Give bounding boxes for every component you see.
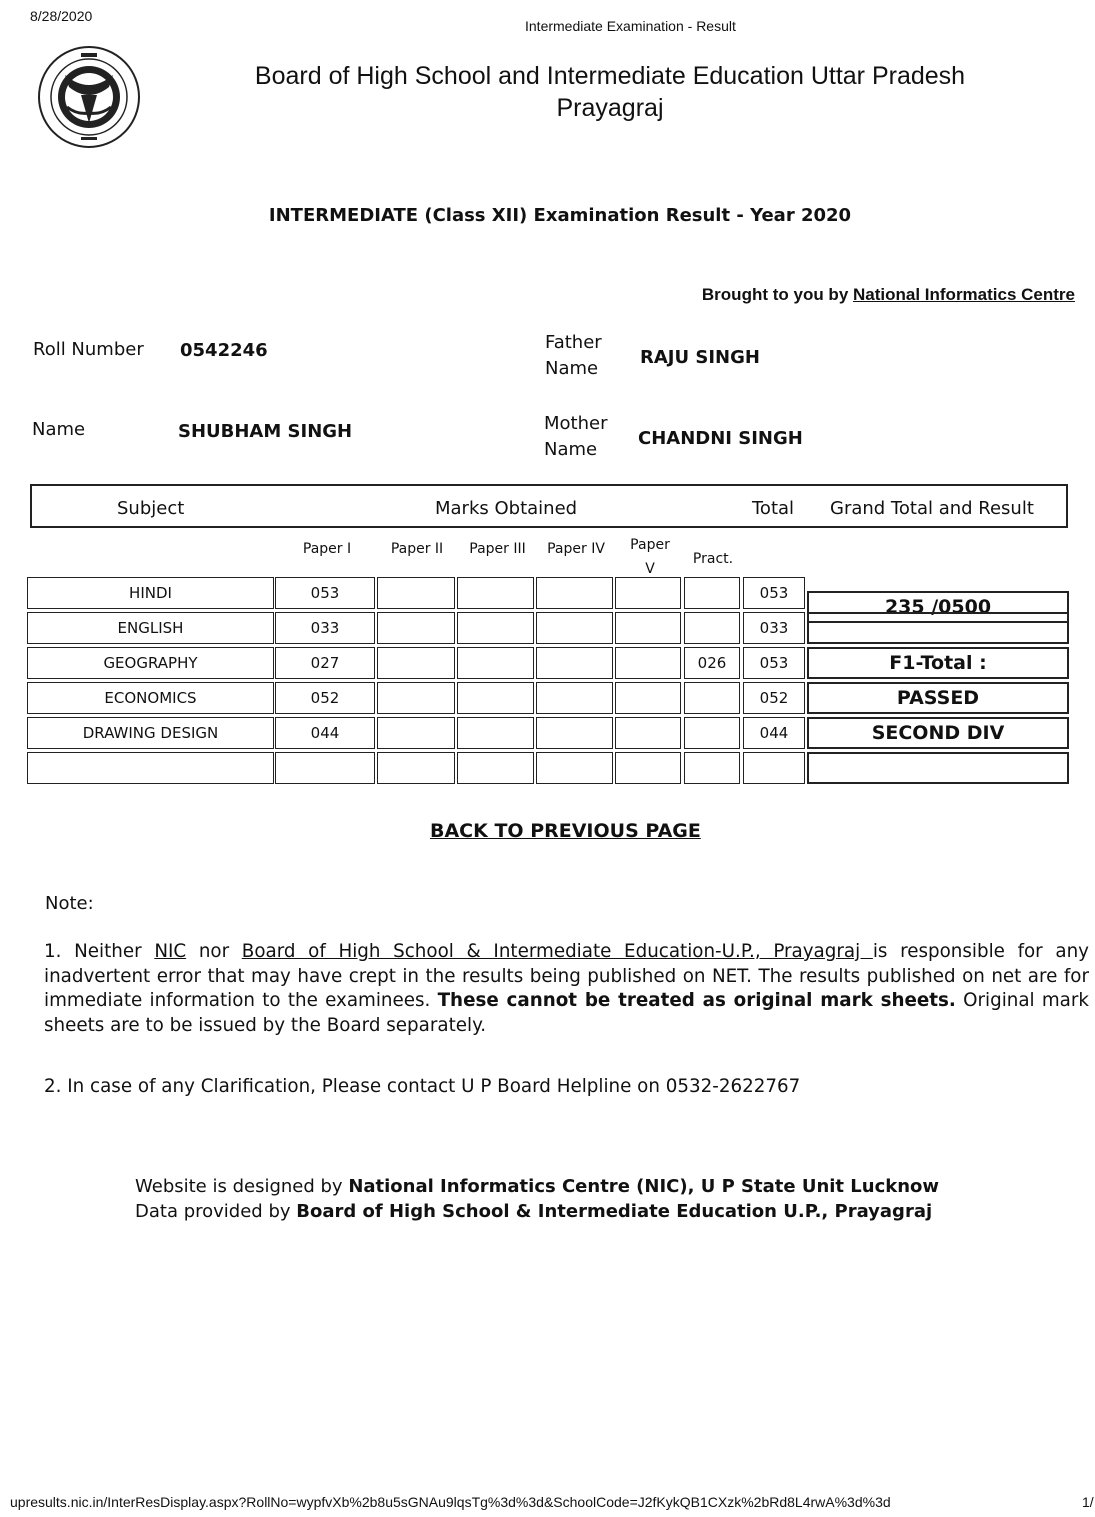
note-1-text-b: nor [186,941,242,962]
note-1 [44,940,1089,1038]
paper-4-cell [536,577,613,609]
subject-cell: ECONOMICS [27,682,274,714]
result-cell: 235 /0500 [807,591,1069,623]
total-header: Total [752,498,795,519]
total-cell [743,752,805,784]
father-name-value: RAJU SINGH [640,347,760,368]
name-value: SHUBHAM SINGH [178,421,353,442]
paper-5-header [620,533,680,581]
brought-by [702,285,1075,305]
result-cell: PASSED [807,682,1069,714]
paper-5-cell [615,612,681,644]
subject-cell: DRAWING DESIGN [27,717,274,749]
paper-4-cell [536,717,613,749]
practical-cell [684,612,740,644]
practical-cell [684,752,740,784]
note-1-text-c: is responsible for any inadvertent error that may have crept in the results being published on NET. The results published on net are for immediate information to the examinees. [44,941,1089,1011]
practical-cell [684,577,740,609]
practical-cell [684,682,740,714]
roll-number-value: 0542246 [180,340,268,361]
marks-obtained-header: Marks Obtained [435,498,578,519]
result-cell [807,612,1069,644]
paper-4-cell [536,752,613,784]
paper-3-cell [457,647,534,679]
paper-5-line1: Paper [630,537,670,553]
footer-designed-by: National Informatics Centre (NIC), U P State Unit Lucknow [348,1176,940,1197]
paper-1-cell: 044 [275,717,375,749]
result-cell: SECOND DIV [807,717,1069,749]
board-note-link[interactable]: Board of High School & Intermediate Education-U.P., Prayagraj [241,941,873,962]
paper-3-cell [457,612,534,644]
footer-line-2 [135,1199,939,1224]
paper-2-header: Paper II [390,541,444,557]
father-name-label [545,330,602,382]
paper-2-cell [377,612,455,644]
subject-cell: HINDI [27,577,274,609]
mother-name-label [544,411,607,463]
paper-4-cell [536,682,613,714]
note-1-warning: These cannot be treated as original mark sheets. [437,990,956,1011]
name-label: Name [32,419,86,440]
paper-2-cell [377,577,455,609]
father-label-line2: Name [545,358,599,379]
up-government-seal-icon [37,45,141,149]
subject-cell [27,752,274,784]
paper-5-cell [615,717,681,749]
footer-data-prefix: Data provided by [135,1201,297,1222]
print-date: 8/28/2020 [30,8,93,24]
board-name: Board of High School and Intermediate Education Uttar Pradesh [254,62,966,90]
paper-2-cell [377,682,455,714]
mother-name-value: CHANDNI SINGH [638,428,803,449]
nic-note-link[interactable]: NIC [154,941,187,962]
paper-3-cell [457,752,534,784]
mother-label-line2: Name [544,439,598,460]
note-2: 2. In case of any Clarification, Please contact U P Board Helpline on 0532-2622767 [44,1076,801,1097]
subject-cell: GEOGRAPHY [27,647,274,679]
paper-1-cell: 027 [275,647,375,679]
paper-5-cell [615,647,681,679]
paper-3-header: Paper III [469,541,526,557]
footer-data-by: Board of High School & Intermediate Education U.P., Prayagraj [296,1201,933,1222]
paper-3-cell [457,682,534,714]
total-cell: 033 [743,612,805,644]
paper-4-cell [536,647,613,679]
print-page-number: 1/ [1082,1494,1094,1510]
paper-1-cell: 053 [275,577,375,609]
father-label-line1: Father [545,332,602,353]
marks-table-header [30,484,1068,528]
subject-cell: ENGLISH [27,612,274,644]
mother-label-line1: Mother [544,413,608,434]
total-cell: 052 [743,682,805,714]
paper-1-cell [275,752,375,784]
subject-header: Subject [117,498,185,519]
back-to-previous-page-link[interactable]: BACK TO PREVIOUS PAGE [430,820,701,842]
grand-total-header: Grand Total and Result [830,498,1034,519]
paper-4-cell [536,612,613,644]
paper-2-cell [377,752,455,784]
note-1-text-d: Original mark sheets are to be issued by the Board separately. [44,990,1089,1036]
paper-5-line2: V [645,561,655,577]
total-cell: 044 [743,717,805,749]
note-1-text-a: 1. Neither [44,941,155,962]
site-footer [135,1174,939,1224]
practical-cell [684,717,740,749]
paper-3-cell [457,717,534,749]
brought-by-prefix: Brought to you by [701,285,853,304]
paper-5-cell [615,577,681,609]
paper-4-header: Paper IV [547,541,605,557]
paper-5-cell [615,682,681,714]
total-cell: 053 [743,647,805,679]
paper-1-cell: 033 [275,612,375,644]
roll-number-label: Roll Number [33,339,144,360]
footer-line-1 [135,1174,939,1199]
print-page-title: Intermediate Examination - Result [525,18,736,34]
total-cell: 053 [743,577,805,609]
exam-title: INTERMEDIATE (Class XII) Examination Result - Year 2020 [268,205,852,226]
paper-5-cell [615,752,681,784]
result-cell: F1-Total : [807,647,1069,679]
board-city: Prayagraj [556,94,664,122]
result-cell [807,752,1069,784]
paper-1-cell: 052 [275,682,375,714]
paper-3-cell [457,577,534,609]
print-url: upresults.nic.in/InterResDisplay.aspx?RollNo=wypfvXb%2b8u5sGNAu9lqsTg%3d%3d&SchoolCode=J2fKykQB1CXzk%2bRd8L4rwA%3d%3d [10,1494,891,1510]
board-title [200,60,1020,124]
note-heading: Note: [45,893,94,914]
footer-designed-prefix: Website is designed by [135,1176,349,1197]
practical-cell: 026 [684,647,740,679]
paper-2-cell [377,717,455,749]
nic-link[interactable]: National Informatics Centre [853,285,1075,304]
paper-1-header: Paper I [302,541,352,557]
paper-2-cell [377,647,455,679]
practical-header: Pract. [692,551,734,567]
